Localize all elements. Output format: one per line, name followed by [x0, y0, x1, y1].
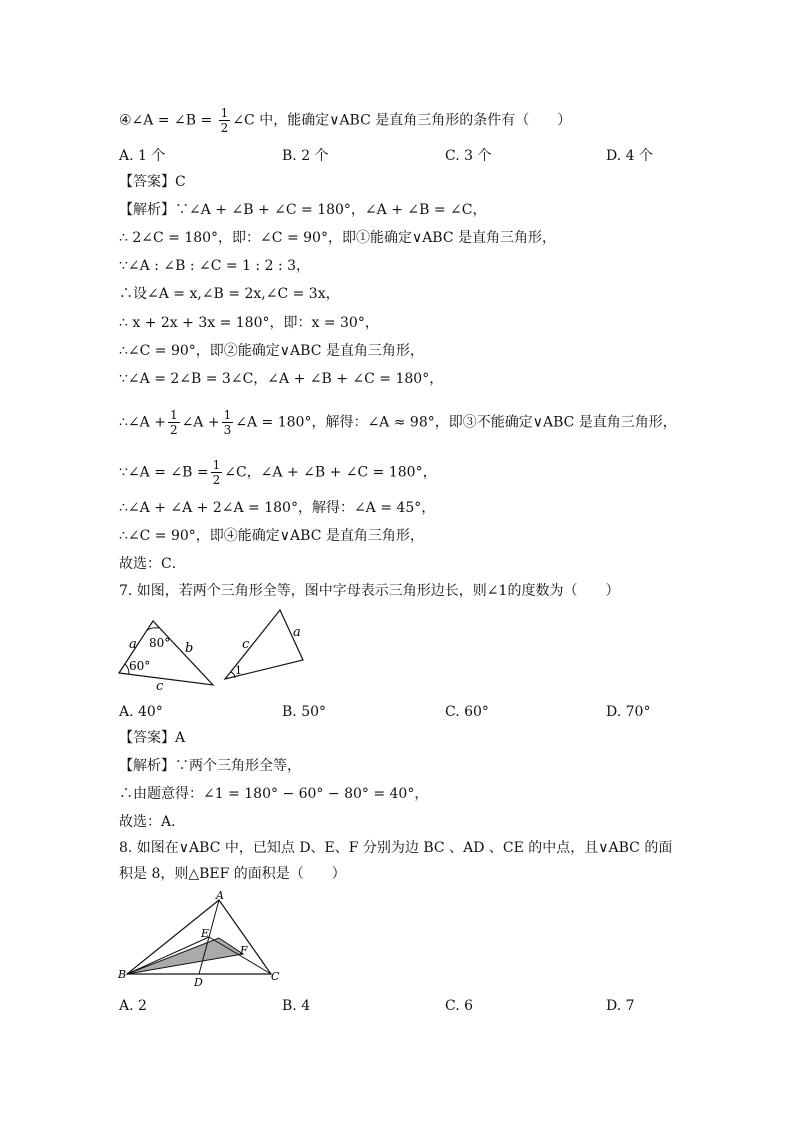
- q6-conclusion: 故选：C．: [119, 556, 186, 572]
- q6-analysis-5: ∴ x + 2x + 3x = 180°，即：x = 30°，: [119, 315, 379, 331]
- q8-option-a[interactable]: A. 2: [119, 998, 147, 1014]
- q7-question: 7. 如图，若两个三角形全等，图中字母表示三角形边长，则∠1的度数为（ ）: [119, 583, 620, 599]
- q6-analysis-8: ∴∠A + $\frac{1}{2}$ ∠A + $\frac{1}{3}$ ∠A = 180°，解得：∠A ≈ 98°，即③不能确定∨ABC 是直角三角形，: [119, 408, 677, 437]
- q8-option-b[interactable]: B. 4: [282, 998, 311, 1014]
- q6-analysis-7: ∵∠A = 2∠B = 3∠C，∠A + ∠B + ∠C = 180°，: [119, 371, 444, 387]
- q7-label-60: 60°: [129, 659, 151, 673]
- q8-option-d[interactable]: D. 7: [606, 998, 635, 1014]
- q6-option-a[interactable]: A. 1 个: [119, 148, 166, 164]
- q6-option-b[interactable]: B. 2 个: [282, 148, 329, 164]
- q8-shaded-triangle-bef: [127, 938, 243, 974]
- q6-condition-4: ④∠A = ∠B = $\frac{1}{2}$ ∠C 中，能确定∨ABC 是直角三角形的条件有（ ）: [119, 106, 572, 135]
- q7-triangle-left: [119, 621, 213, 685]
- q7-label-b-left: b: [185, 641, 194, 656]
- q7-answer: 【答案】A: [119, 730, 186, 746]
- fraction-half: $\frac{1}{2}$: [220, 106, 229, 135]
- q6-analysis-1: 【解析】∵∠A + ∠B + ∠C = 180°，∠A + ∠B = ∠C，: [119, 202, 487, 218]
- q8-label-a: A: [216, 890, 224, 902]
- q6-option-d[interactable]: D. 4 个: [606, 148, 653, 164]
- q6-analysis-10: ∴∠A + ∠A + 2∠A = 180°，解得：∠A = 45°，: [119, 500, 436, 516]
- q6-analysis-2: ∴ 2∠C = 180°，即：∠C = 90°，即①能确定∨ABC 是直角三角形，: [119, 230, 557, 246]
- q7-label-80: 80°: [149, 636, 171, 650]
- q7-option-a[interactable]: A. 40°: [119, 704, 163, 720]
- q7-option-c[interactable]: C. 60°: [445, 704, 489, 720]
- q8-label-c: C: [271, 970, 280, 983]
- q7-option-b[interactable]: B. 50°: [282, 704, 327, 720]
- q8-label-f: F: [240, 944, 248, 957]
- q6-analysis-9: ∵∠A = ∠B = $\frac{1}{2}$ ∠C，∠A + ∠B + ∠C = 180°，: [119, 458, 437, 487]
- q8-question-line-2: 积是 8，则△BEF 的面积是（ ）: [119, 866, 346, 882]
- q6-analysis-11: ∴∠C = 90°，即④能确定∨ABC 是直角三角形，: [119, 528, 424, 544]
- q8-figure: [115, 890, 290, 990]
- q7-label-c-right: c: [242, 637, 250, 652]
- q7-option-d[interactable]: D. 70°: [606, 704, 651, 720]
- q6-analysis-3: ∵∠A : ∠B : ∠C = 1 : 2 : 3，: [119, 258, 311, 274]
- fraction-third: $\frac{1}{3}$: [223, 408, 232, 437]
- q8-question-line-1: 8. 如图在∨ABC 中，已知点 D、E、F 分别为边 BC 、AD 、CE 的中点，且∨ABC 的面: [119, 840, 673, 856]
- q6-analysis-4: ∴设∠A = x,∠B = 2x,∠C = 3x，: [119, 286, 340, 302]
- q8-option-c[interactable]: C. 6: [445, 998, 474, 1014]
- q7-analysis-2: ∴由题意得：∠1 = 180° − 60° − 80° = 40°，: [119, 786, 429, 802]
- q7-label-1: 1: [235, 664, 242, 677]
- q7-label-a-left: a: [129, 637, 137, 652]
- q7-label-a-right: a: [293, 625, 301, 640]
- q7-label-c-left: c: [156, 679, 164, 690]
- q6-analysis-6: ∴∠C = 90°，即②能确定∨ABC 是直角三角形，: [119, 343, 424, 359]
- q6-answer: 【答案】C: [119, 174, 186, 190]
- q7-analysis-1: 【解析】∵两个三角形全等，: [119, 758, 301, 774]
- q6-option-c[interactable]: C. 3 个: [445, 148, 492, 164]
- q8-label-b: B: [118, 968, 127, 981]
- q7-analysis-3: 故选：A．: [119, 814, 186, 830]
- q8-label-e: E: [201, 927, 210, 940]
- q8-label-d: D: [194, 976, 203, 989]
- q7-figure: [115, 605, 315, 690]
- fraction-half: $\frac{1}{2}$: [212, 458, 221, 487]
- q8-triangle-abc: [127, 900, 271, 974]
- fraction-half: $\frac{1}{2}$: [169, 408, 178, 437]
